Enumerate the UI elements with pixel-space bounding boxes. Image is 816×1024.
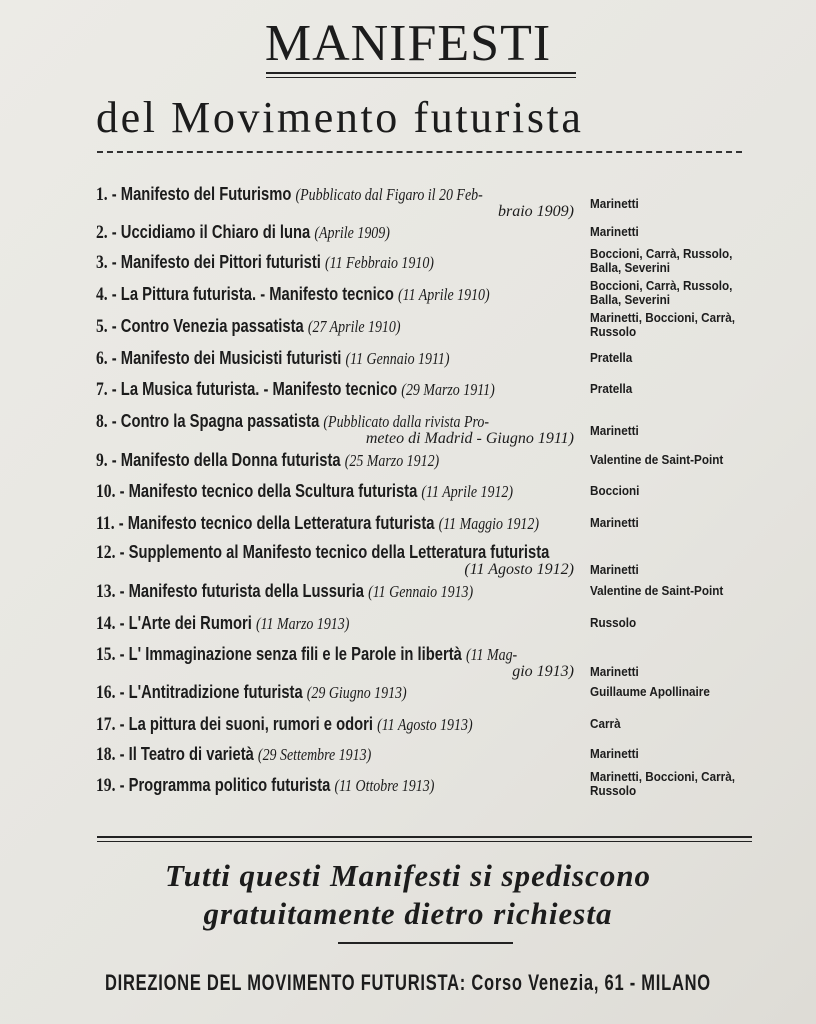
manifesto-number: 15. bbox=[96, 644, 116, 665]
manifesto-title: Manifesto tecnico della Letteratura futurista bbox=[127, 513, 435, 533]
manifesto-date-continued: gio 1913) bbox=[512, 663, 574, 680]
manifesto-title: Manifesto futurista della Lussuria bbox=[128, 581, 364, 601]
manifesto-title: Manifesto dei Musicisti futuristi bbox=[120, 348, 342, 368]
manifesto-heading: 8. - Contro la Spagna passatista (Pubblicato dalla rivista Pro- bbox=[96, 411, 489, 432]
manifesto-title: Programma politico futurista bbox=[128, 775, 331, 795]
manifesto-author: Marinetti bbox=[590, 515, 639, 530]
manifesto-heading: 13. - Manifesto futurista della Lussuria (11 Gennaio 1913) bbox=[96, 581, 474, 602]
manifesto-number: 12. bbox=[96, 542, 116, 563]
manifesto-heading: 14. - L'Arte dei Rumori (11 Marzo 1913) bbox=[96, 613, 350, 634]
manifesto-number: 10. bbox=[96, 481, 116, 502]
manifesto-number: 1. bbox=[96, 184, 108, 205]
manifesto-title: Contro Venezia passatista bbox=[120, 316, 304, 336]
manifesto-number: 2. bbox=[96, 222, 108, 243]
manifesto-date: (Aprile 1909) bbox=[314, 223, 390, 242]
manifesto-heading: 17. - La pittura dei suoni, rumori e odori (11 Agosto 1913) bbox=[96, 714, 473, 735]
manifesto-heading: 1. - Manifesto del Futurismo (Pubblicato dal Figaro il 20 Feb- bbox=[96, 184, 483, 205]
subtitle-divider bbox=[97, 151, 742, 153]
manifesto-number: 14. bbox=[96, 613, 116, 634]
manifesto-title: Manifesto del Futurismo bbox=[120, 184, 292, 204]
manifesto-title: L' Immaginazione senza fili e le Parole in libertà bbox=[128, 644, 462, 664]
manifesto-date: (11 Aprile 1912) bbox=[421, 482, 514, 501]
manifesto-author: Valentine de Saint-Point bbox=[590, 583, 724, 598]
manifesto-number: 16. bbox=[96, 682, 116, 703]
manifesto-number: 13. bbox=[96, 581, 116, 602]
manifesto-number: 18. bbox=[96, 744, 116, 765]
manifesto-date-continued: braio 1909) bbox=[498, 203, 574, 220]
manifesto-title: Supplemento al Manifesto tecnico della Letteratura futurista bbox=[128, 542, 550, 562]
manifesto-title: Il Teatro di varietà bbox=[128, 744, 254, 764]
manifesto-author: Russolo bbox=[590, 615, 637, 630]
manifesto-heading: 2. - Uccidiamo il Chiaro di luna (Aprile 1909) bbox=[96, 222, 390, 243]
manifesto-author: Carrà bbox=[590, 716, 621, 731]
tagline-line-1: Tutti questi Manifesti si spediscono bbox=[164, 858, 652, 893]
manifesto-number: 4. bbox=[96, 284, 108, 305]
manifesto-heading: 4. - La Pittura futurista. - Manifesto tecnico (11 Aprile 1910) bbox=[96, 284, 490, 305]
manifesto-title: La Musica futurista. - Manifesto tecnico bbox=[120, 379, 398, 399]
manifesto-date-continued: meteo di Madrid - Giugno 1911) bbox=[365, 430, 574, 447]
manifesto-number: 8. bbox=[96, 411, 108, 432]
manifesto-title: Uccidiamo il Chiaro di luna bbox=[120, 222, 311, 242]
manifesto-date-continued: (11 Agosto 1912) bbox=[464, 561, 574, 578]
manifesto-author: Pratella bbox=[590, 381, 633, 396]
manifesto-date: (11 Gennaio 1913) bbox=[368, 582, 474, 601]
manifesto-heading: 7. - La Musica futurista. - Manifesto tecnico (29 Marzo 1911) bbox=[96, 379, 495, 400]
manifesto-title: La pittura dei suoni, rumori e odori bbox=[128, 714, 373, 734]
manifesto-author: Boccioni, Carrà, Russolo, Balla, Severini bbox=[590, 278, 733, 307]
manifesto-heading: 19. - Programma politico futurista (11 Ottobre 1913) bbox=[96, 775, 435, 796]
page-title: MANIFESTI bbox=[264, 15, 552, 72]
manifesto-title: Manifesto tecnico della Scultura futurista bbox=[128, 481, 418, 501]
manifesto-date: (11 Febbraio 1910) bbox=[325, 253, 434, 272]
manifesto-number: 11. bbox=[96, 513, 115, 534]
manifesto-author: Marinetti, Boccioni, Carrà, Russolo bbox=[590, 310, 735, 339]
page-subtitle: del Movimento futurista bbox=[96, 93, 584, 142]
manifesto-date: (Pubblicato dalla rivista Pro- bbox=[323, 412, 489, 431]
manifesto-number: 17. bbox=[96, 714, 116, 735]
manifesto-title: L'Arte dei Rumori bbox=[128, 613, 252, 633]
manifesto-heading: 6. - Manifesto dei Musicisti futuristi (11 Gennaio 1911) bbox=[96, 348, 450, 369]
manifesto-heading: 10. - Manifesto tecnico della Scultura futurista (11 Aprile 1912) bbox=[96, 481, 514, 502]
manifesto-author: Marinetti bbox=[590, 664, 639, 679]
manifesto-heading: 11. - Manifesto tecnico della Letteratura futurista (11 Maggio 1912) bbox=[96, 513, 540, 534]
manifesto-title: Manifesto della Donna futurista bbox=[120, 450, 341, 470]
manifesto-date: (Pubblicato dal Figaro il 20 Feb- bbox=[295, 185, 483, 204]
manifesto-number: 19. bbox=[96, 775, 116, 796]
manifesto-heading: 12. - Supplemento al Manifesto tecnico della Letteratura futurista bbox=[96, 542, 550, 563]
manifesto-author: Marinetti bbox=[590, 746, 639, 761]
manifesto-date: (25 Marzo 1912) bbox=[344, 451, 440, 470]
manifesto-heading: 3. - Manifesto dei Pittori futuristi (11 Febbraio 1910) bbox=[96, 252, 434, 273]
manifesto-date: (11 Maggio 1912) bbox=[438, 514, 540, 533]
manifesto-author: Marinetti bbox=[590, 196, 639, 211]
manifesto-author: Marinetti bbox=[590, 423, 639, 438]
manifesto-date: (11 Ottobre 1913) bbox=[334, 776, 435, 795]
manifesto-number: 7. bbox=[96, 379, 108, 400]
manifesto-date: (29 Marzo 1911) bbox=[401, 380, 495, 399]
manifesto-author: Boccioni bbox=[590, 483, 640, 498]
bottom-divider bbox=[97, 836, 752, 842]
manifesto-number: 9. bbox=[96, 450, 108, 471]
manifesto-author: Marinetti, Boccioni, Carrà, Russolo bbox=[590, 769, 735, 798]
manifesto-title: L'Antitradizione futurista bbox=[128, 682, 303, 702]
manifesto-author: Valentine de Saint-Point bbox=[590, 452, 724, 467]
manifesto-author: Guillaume Apollinaire bbox=[590, 684, 710, 699]
manifesto-date: (29 Settembre 1913) bbox=[257, 745, 372, 764]
manifesto-author: Marinetti bbox=[590, 562, 639, 577]
manifesto-number: 6. bbox=[96, 348, 108, 369]
manifesto-heading: 15. - L' Immaginazione senza fili e le Parole in libertà (11 Mag- bbox=[96, 644, 518, 665]
manifesto-date: (11 Aprile 1910) bbox=[398, 285, 490, 304]
title-underline bbox=[266, 72, 576, 78]
footer-text: DIREZIONE DEL MOVIMENTO FUTURISTA: Corso Venezia, 61 - MILANO bbox=[105, 970, 711, 995]
manifesto-heading: 18. - Il Teatro di varietà (29 Settembre 1913) bbox=[96, 744, 372, 765]
manifesto-heading: 16. - L'Antitradizione futurista (29 Giugno 1913) bbox=[96, 682, 407, 703]
tagline-line-2: gratuitamente dietro richiesta bbox=[203, 896, 613, 931]
manifesto-date: (27 Aprile 1910) bbox=[307, 317, 401, 336]
manifesto-date: (11 Gennaio 1911) bbox=[345, 349, 450, 368]
manifesto-title: La Pittura futurista. - Manifesto tecnico bbox=[120, 284, 394, 304]
manifesto-date: (29 Giugno 1913) bbox=[306, 683, 407, 702]
manifesto-author: Pratella bbox=[590, 350, 633, 365]
manifesto-number: 5. bbox=[96, 316, 108, 337]
tagline-underline bbox=[338, 942, 513, 944]
manifesto-title: Contro la Spagna passatista bbox=[120, 411, 320, 431]
manifesto-author: Boccioni, Carrà, Russolo, Balla, Severini bbox=[590, 246, 733, 275]
manifesto-number: 3. bbox=[96, 252, 108, 273]
manifesto-author: Marinetti bbox=[590, 224, 639, 239]
footer-address bbox=[0, 970, 816, 996]
manifesto-title: Manifesto dei Pittori futuristi bbox=[120, 252, 321, 272]
manifesto-heading: 5. - Contro Venezia passatista (27 Aprile 1910) bbox=[96, 316, 401, 337]
manifesto-date: (11 Marzo 1913) bbox=[255, 614, 350, 633]
manifesto-date: (11 Agosto 1913) bbox=[377, 715, 473, 734]
manifesto-heading: 9. - Manifesto della Donna futurista (25 Marzo 1912) bbox=[96, 450, 440, 471]
manifesto-date: (11 Mag- bbox=[465, 645, 518, 664]
